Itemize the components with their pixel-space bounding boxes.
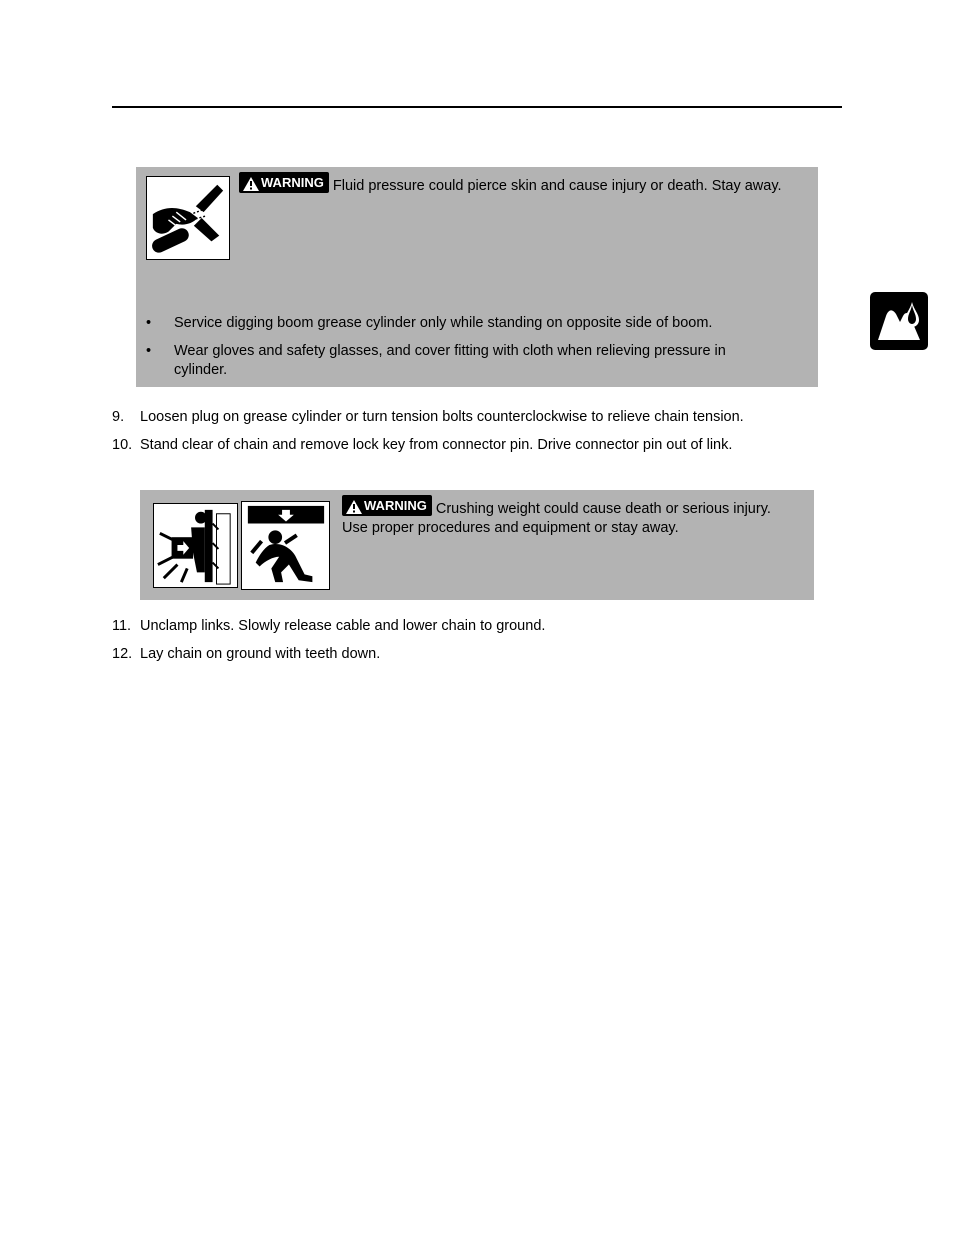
warning-text: WARNING Fluid pressure could pierce skin and cause injury or death. Stay away. bbox=[239, 175, 799, 196]
warning-text: WARNING Crushing weight could cause death or serious injury. Use proper procedures and equipment or stay away. bbox=[342, 498, 792, 538]
warning-triangle-icon bbox=[346, 500, 362, 514]
warning-badge: WARNING bbox=[342, 495, 432, 516]
fluid-pressure-warning: WARNING Fluid pressure could pierce skin and cause injury or death. Stay away. • Service digging boom grease cylinder only while standing on opposite side of boom. • Wear gloves and safety glasses, and cover fitting with cloth when relieving pressure in cylinder. bbox=[136, 167, 818, 387]
warning-triangle-icon bbox=[243, 177, 259, 191]
bullet-dot: • bbox=[146, 343, 152, 359]
maintenance-fluid-icon bbox=[870, 292, 928, 350]
crushing-weight-warning bbox=[140, 490, 814, 600]
bullet-dot: • bbox=[146, 315, 152, 331]
fluid-injection-icon bbox=[146, 176, 230, 260]
falling-weight-icon bbox=[241, 501, 330, 590]
warning-badge: WARNING bbox=[239, 172, 329, 193]
crush-hazard-icon bbox=[153, 503, 238, 588]
header-rule bbox=[112, 106, 842, 108]
